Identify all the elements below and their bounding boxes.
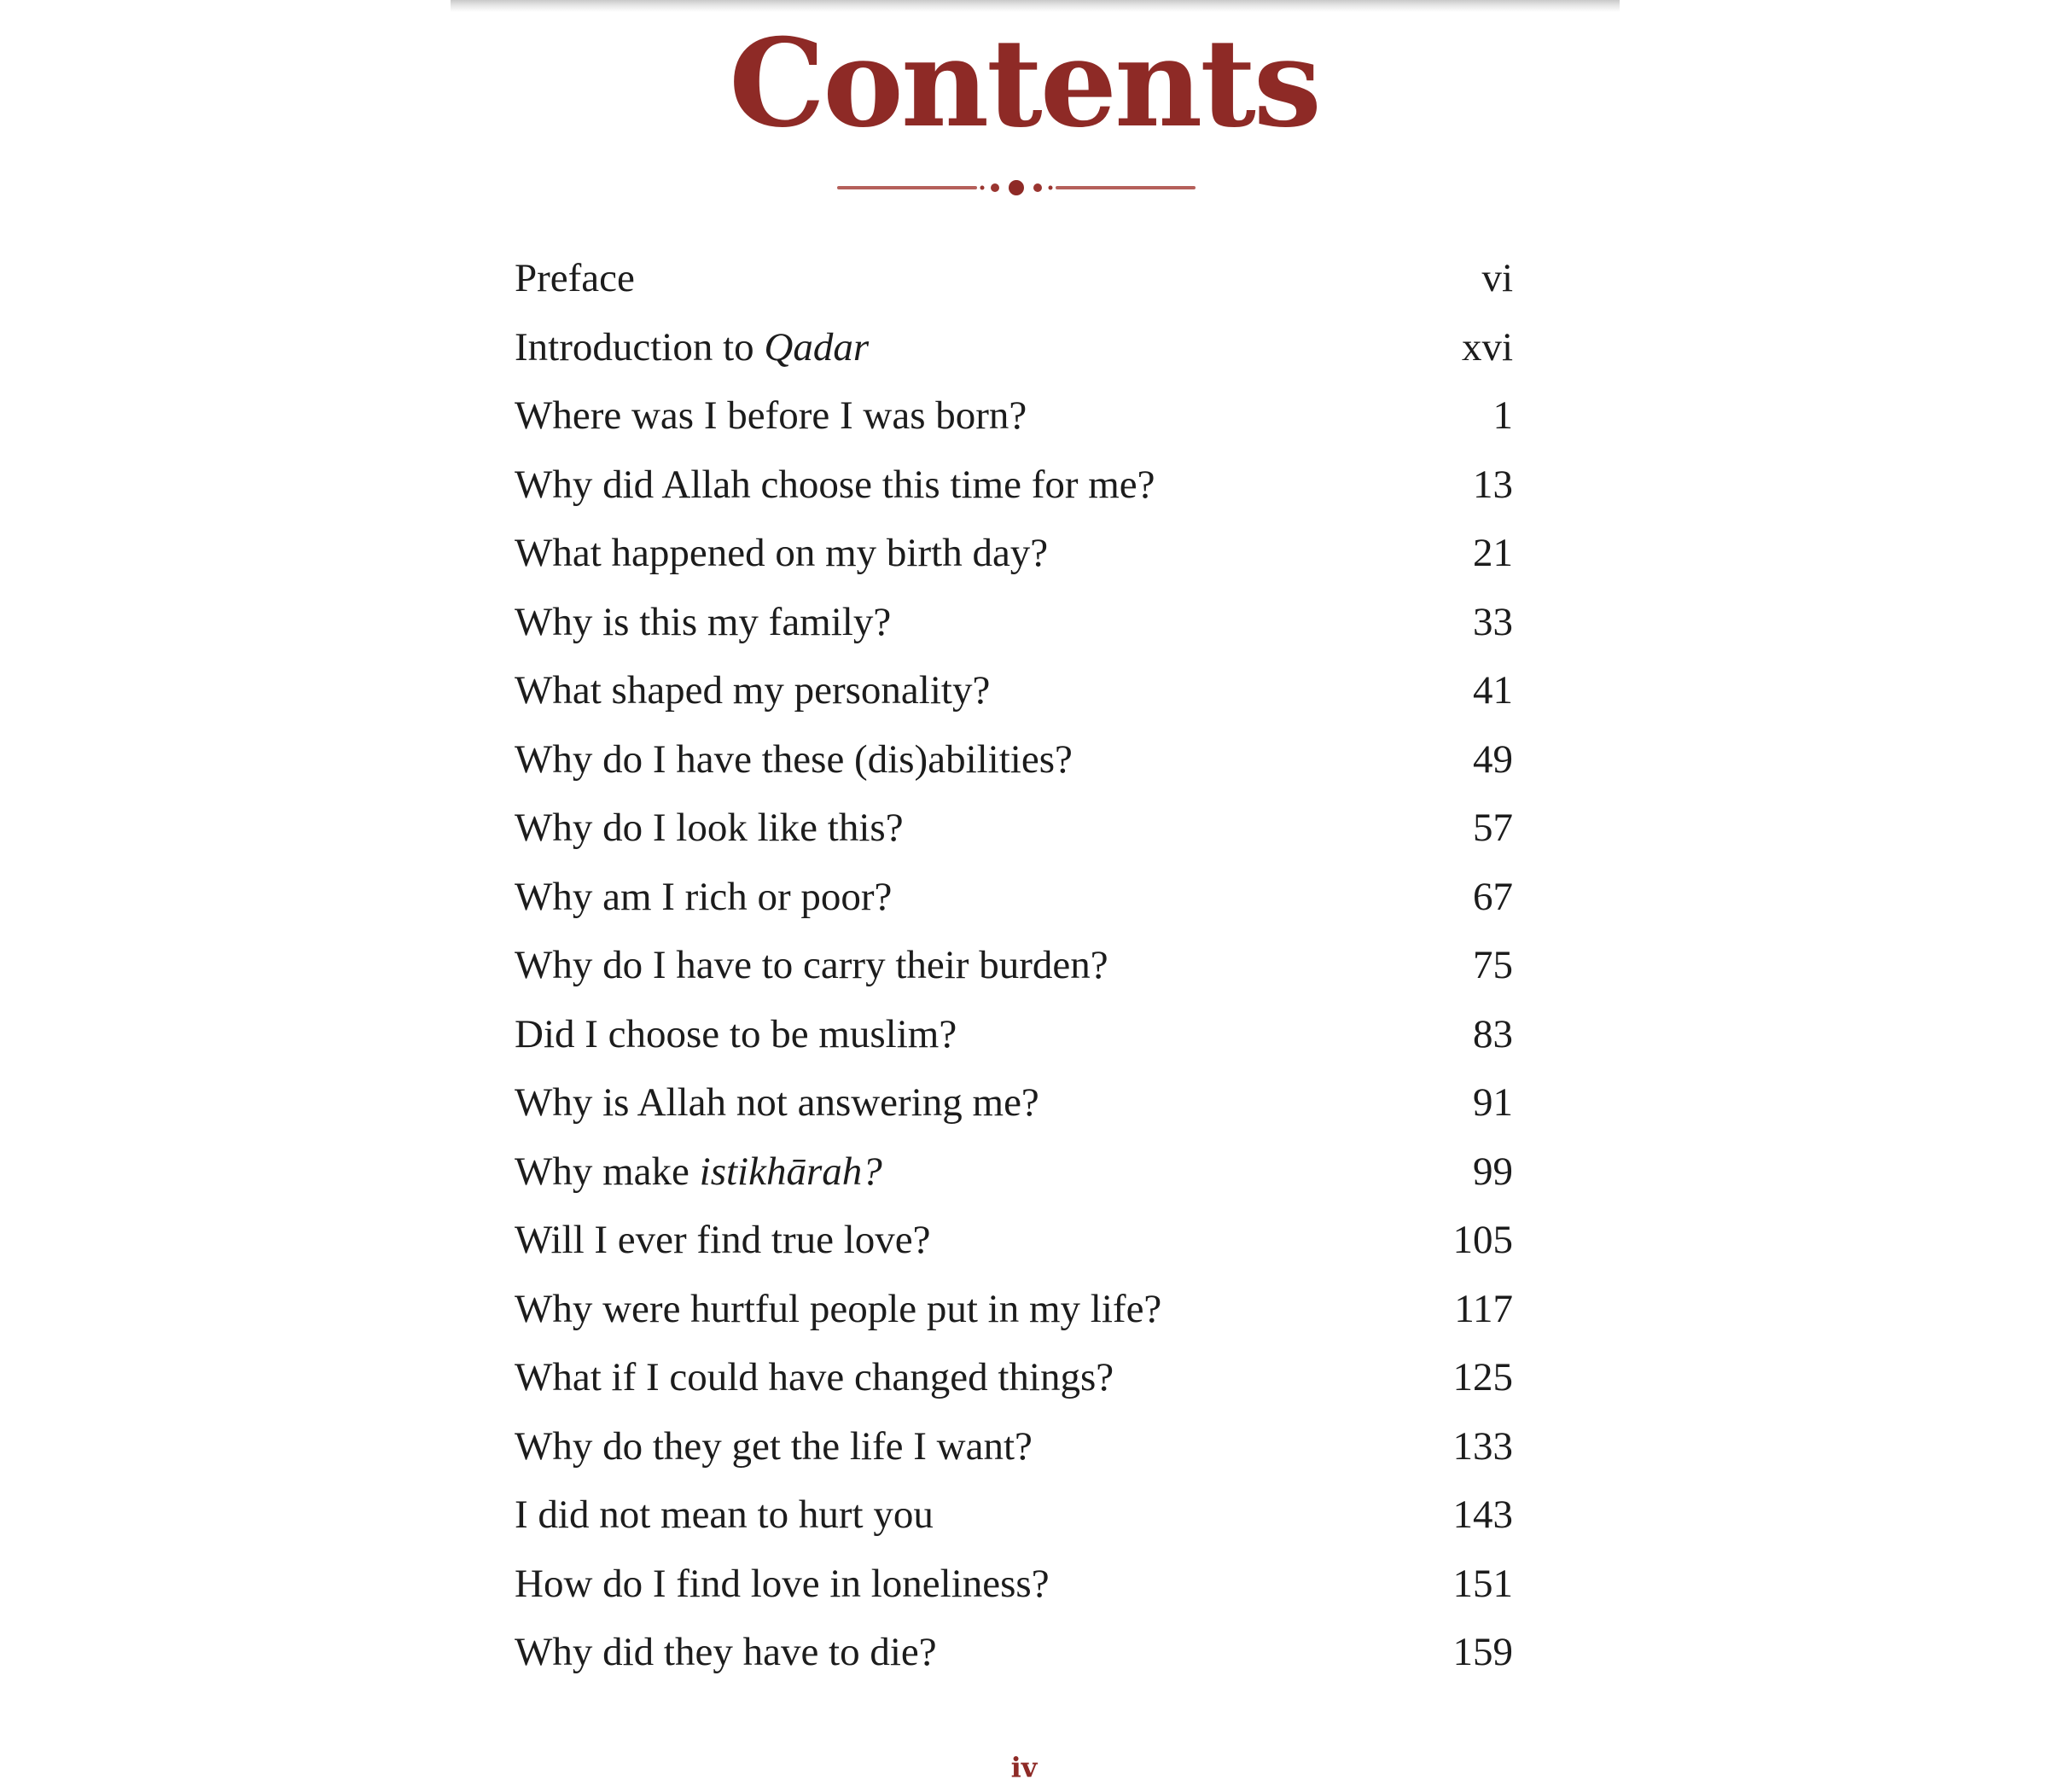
toc-entry[interactable] xyxy=(515,1068,1513,1137)
toc-entry-title-text: What shaped my personality? xyxy=(515,668,991,713)
toc-entry-title xyxy=(515,1275,1161,1344)
toc-entry-title-text: Introduction to xyxy=(515,324,765,369)
page-title: Contents xyxy=(729,13,1319,154)
toc-entry-page-number: 13 xyxy=(1473,462,1513,507)
toc-entry[interactable] xyxy=(515,1000,1513,1069)
toc-entry-title-text: Why am I rich or poor? xyxy=(515,874,893,919)
toc-entry[interactable] xyxy=(515,1412,1513,1481)
toc-entry-title xyxy=(515,1343,1114,1412)
toc-entry-title-text: Why did Allah choose this time for me? xyxy=(515,462,1155,507)
toc-entry[interactable] xyxy=(515,1343,1513,1412)
toc-entry-title xyxy=(515,725,1073,794)
toc-entry-title xyxy=(515,1000,957,1069)
toc-entry-title-text: Why did they have to die? xyxy=(515,1630,937,1674)
toc-entry-title-text: Why is this my family? xyxy=(515,599,892,644)
page-number: iv xyxy=(1010,1751,1038,1783)
toc-entry-title xyxy=(515,1481,934,1550)
toc-entry-title xyxy=(515,1618,937,1687)
toc-entry-title-text: Preface xyxy=(515,256,635,300)
toc-entry-page-number: 91 xyxy=(1473,1080,1513,1125)
toc-entry-title xyxy=(515,313,869,382)
toc-entry-title xyxy=(515,244,635,313)
toc-entry-page-number: 105 xyxy=(1452,1218,1513,1262)
toc-entry[interactable] xyxy=(515,1206,1513,1275)
toc-entry[interactable] xyxy=(515,656,1513,725)
toc-entry-title-text: Why do I look like this? xyxy=(515,806,904,850)
toc-entry-title xyxy=(515,1137,882,1207)
toc-entry-page-number: 83 xyxy=(1473,1011,1513,1056)
toc-entry[interactable] xyxy=(515,381,1513,451)
toc-entry-page-number: 133 xyxy=(1452,1423,1513,1469)
toc-entry-page-number: 1 xyxy=(1492,393,1513,438)
toc-entry-title xyxy=(515,863,892,932)
toc-entry-page-number: 125 xyxy=(1452,1355,1513,1399)
toc-entry[interactable] xyxy=(515,588,1513,657)
toc-entry-title xyxy=(515,381,1027,451)
toc-entry-title xyxy=(515,1206,931,1275)
toc-entry-title xyxy=(515,656,990,725)
toc-entry-title-text: Where was I before I was born? xyxy=(515,393,1027,438)
toc-entry-title xyxy=(515,451,1155,520)
toc-entry-page-number: 151 xyxy=(1452,1561,1513,1606)
toc-entry[interactable] xyxy=(515,1481,1513,1550)
toc-entry-page-number: 75 xyxy=(1473,943,1513,987)
toc-entry[interactable] xyxy=(515,313,1513,382)
toc-entry-page-number: vi xyxy=(1481,256,1513,300)
toc-entry[interactable] xyxy=(515,863,1513,932)
toc-entry-page-number: 159 xyxy=(1452,1630,1513,1674)
toc-entry-page-number: xvi xyxy=(1461,324,1513,369)
toc-entry-title xyxy=(515,1412,1033,1481)
toc-entry-title-italic: Qadar xyxy=(764,324,870,369)
toc-entry-title-text: Did I choose to be muslim? xyxy=(515,1011,957,1056)
table-of-contents xyxy=(515,244,1513,1687)
toc-entry-page-number: 41 xyxy=(1473,668,1513,713)
toc-entry-title xyxy=(515,794,904,863)
toc-entry[interactable] xyxy=(515,451,1513,520)
toc-entry-title-text: Why do I have to carry their burden? xyxy=(515,943,1108,987)
toc-entry[interactable] xyxy=(515,931,1513,1000)
toc-entry-page-number: 67 xyxy=(1473,874,1513,919)
toc-entry-page-number: 143 xyxy=(1452,1492,1513,1537)
divider-ornament-icon xyxy=(837,171,1196,205)
toc-entry[interactable] xyxy=(515,794,1513,863)
toc-entry-title-text: Why is Allah not answering me? xyxy=(515,1080,1039,1125)
toc-entry-title-italic: istikhārah? xyxy=(699,1149,882,1194)
page-top-shadow xyxy=(451,0,1620,12)
toc-entry-title xyxy=(515,588,891,657)
toc-entry[interactable] xyxy=(515,1137,1513,1207)
toc-entry-title xyxy=(515,1068,1039,1137)
toc-entry-page-number: 57 xyxy=(1473,806,1513,850)
toc-entry-title-text: Why do they get the life I want? xyxy=(515,1423,1033,1469)
toc-entry-title xyxy=(515,1550,1050,1619)
toc-entry[interactable] xyxy=(515,1618,1513,1687)
toc-entry-title-text: Why were hurtful people put in my life? xyxy=(515,1286,1162,1331)
toc-entry-page-number: 49 xyxy=(1473,736,1513,782)
toc-entry-page-number: 33 xyxy=(1473,599,1513,644)
toc-entry-page-number: 99 xyxy=(1473,1149,1513,1194)
toc-entry-page-number: 21 xyxy=(1473,531,1513,575)
toc-entry-title-text: What if I could have changed things? xyxy=(515,1355,1114,1399)
toc-entry[interactable] xyxy=(515,244,1513,313)
toc-entry-title-text: Will I ever find true love? xyxy=(515,1218,931,1262)
toc-entry[interactable] xyxy=(515,519,1513,588)
toc-entry-title-text: I did not mean to hurt you xyxy=(515,1492,934,1537)
toc-entry-title-text: Why make xyxy=(515,1149,700,1194)
toc-entry-title-text: What happened on my birth day? xyxy=(515,531,1049,575)
toc-entry[interactable] xyxy=(515,1275,1513,1344)
toc-entry-title-text: Why do I have these (dis)abilities? xyxy=(515,736,1073,782)
toc-entry-title xyxy=(515,519,1048,588)
toc-entry-page-number: 117 xyxy=(1454,1286,1513,1331)
toc-entry[interactable] xyxy=(515,1550,1513,1619)
toc-entry-title-text: How do I find love in loneliness? xyxy=(515,1561,1050,1606)
toc-entry-title xyxy=(515,931,1108,1000)
toc-entry[interactable] xyxy=(515,725,1513,794)
